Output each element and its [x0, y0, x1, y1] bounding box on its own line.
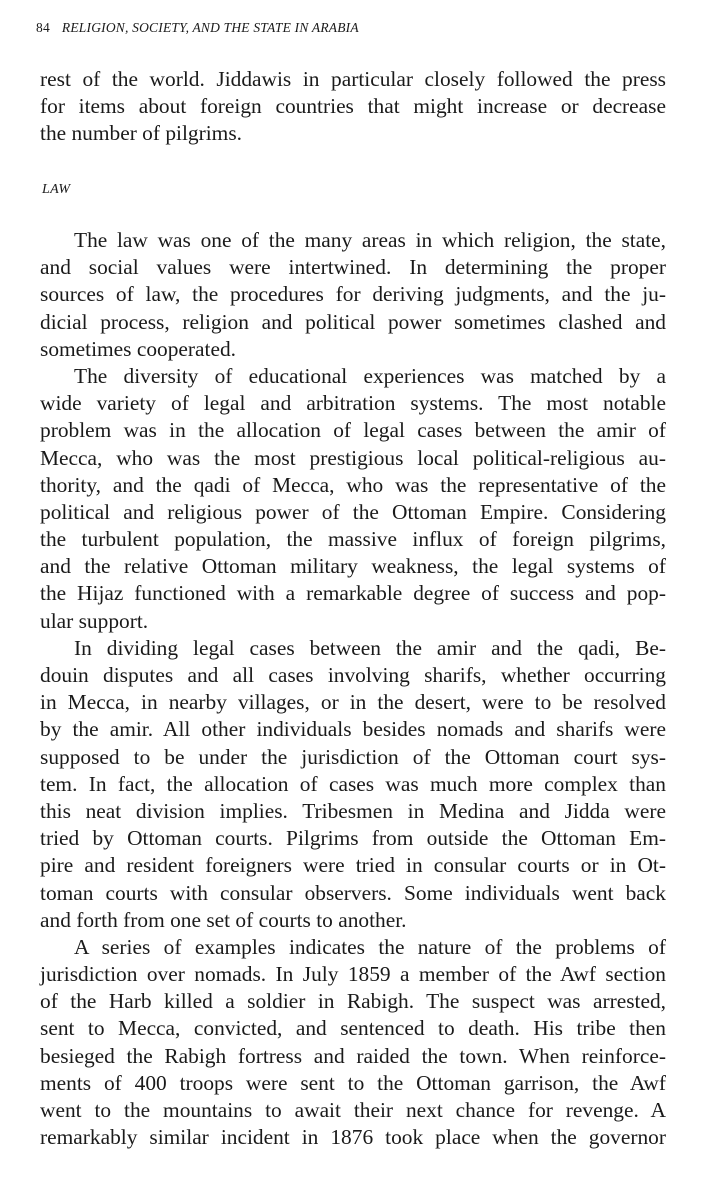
text-line: dicial process, religion and political power sometimes clashed and	[40, 309, 666, 334]
text-line: The law was one of the many areas in which religion, the state,	[74, 228, 666, 252]
text-line: of the Harb killed a soldier in Rabigh. The suspect was arrested,	[40, 989, 666, 1014]
text-line: ments of 400 troops were sent to the Ottoman garrison, the Awf	[40, 1070, 666, 1095]
text-line: pire and resident foreigners were tried in consular courts or in Ot-	[40, 853, 666, 878]
text-line: political and religious power of the Ottoman Empire. Considering	[40, 499, 666, 524]
text-line: and forth from one set of courts to another.	[40, 907, 407, 932]
text-line: The diversity of educational experiences was matched by a	[74, 363, 666, 388]
paragraph-1	[40, 227, 666, 1151]
text-line: sources of law, the procedures for deriving judgments, and the ju-	[40, 282, 666, 307]
text-line: supposed to be under the jurisdiction of the Ottoman court sys-	[40, 744, 666, 769]
text-line: douin disputes and all cases involving sharifs, whether occurring	[40, 663, 666, 687]
text-line: sent to Mecca, convicted, and sentenced to death. His tribe then	[40, 1016, 666, 1041]
text-line: remarkably similar incident in 1876 took place when the governor	[40, 1125, 666, 1150]
continuation-paragraph	[40, 66, 666, 148]
text-line: the number of pilgrims.	[40, 121, 242, 146]
text-line: in Mecca, in nearby villages, or in the desert, were to be resolved	[40, 690, 666, 715]
text-line: wide variety of legal and arbitration systems. The most notable	[40, 391, 666, 416]
text-line: tem. In fact, the allocation of cases was much more complex than	[40, 771, 666, 796]
section-heading: LAW	[42, 182, 71, 197]
text-line: In dividing legal cases between the amir and the qadi, Be-	[74, 635, 666, 660]
text-line: and the relative Ottoman military weakness, the legal systems of	[40, 554, 666, 579]
running-head	[36, 20, 676, 36]
text-line: tried by Ottoman courts. Pilgrims from outside the Ottoman Em-	[40, 826, 666, 851]
text-line: problem was in the allocation of legal cases between the amir of	[40, 418, 666, 443]
text-line: jurisdiction over nomads. In July 1859 a member of the Awf section	[40, 962, 666, 987]
text-line: the turbulent population, the massive influx of foreign pilgrims,	[40, 527, 666, 552]
text-line: sometimes cooperated.	[40, 336, 237, 361]
text-line: went to the mountains to await their next chance for revenge. A	[40, 1098, 666, 1122]
page-number: 84	[36, 20, 50, 35]
text-line: toman courts with consular observers. Some individuals went back	[40, 880, 666, 905]
text-line: this neat division implies. Tribesmen in Medina and Jidda were	[40, 798, 666, 823]
text-line: Mecca, who was the most prestigious local political-religious au-	[40, 445, 666, 470]
running-head-title: RELIGION, SOCIETY, AND THE STATE IN ARABIA	[61, 20, 359, 35]
text-line: ular support.	[40, 608, 149, 633]
text-line: thority, and the qadi of Mecca, who was the representative of the	[40, 472, 666, 497]
text-line: and social values were intertwined. In determining the proper	[40, 255, 666, 280]
text-line: rest of the world. Jiddawis in particular closely followed the press	[40, 67, 666, 91]
text-line: A series of examples indicates the nature of the problems of	[74, 934, 666, 959]
text-line: by the amir. All other individuals besides nomads and sharifs were	[40, 717, 666, 742]
text-line: the Hijaz functioned with a remarkable degree of success and pop-	[40, 581, 666, 606]
text-line: for items about foreign countries that might increase or decrease	[40, 94, 666, 119]
text-line: besieged the Rabigh fortress and raided the town. When reinforce-	[40, 1043, 666, 1068]
